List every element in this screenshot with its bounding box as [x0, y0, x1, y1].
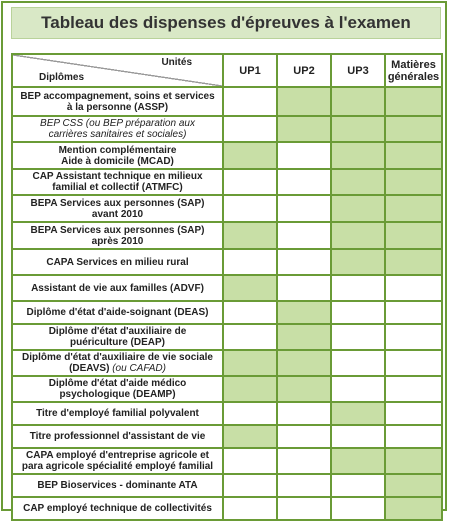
exemption-cell-empty — [385, 350, 442, 376]
exemption-cell-empty — [277, 222, 331, 249]
exemption-cell-filled — [385, 222, 442, 249]
exemption-cell-filled — [223, 142, 277, 169]
exemption-cell-empty — [385, 275, 442, 301]
exemption-cell-filled — [277, 301, 331, 324]
diploma-label-line2: Aide à domicile (MCAD) — [61, 155, 174, 167]
exemption-cell-filled — [385, 142, 442, 169]
exemption-cell-empty — [385, 425, 442, 448]
diploma-label-line1: Mention complémentaire — [58, 144, 177, 156]
exemption-cell-empty — [331, 301, 385, 324]
table-body — [12, 87, 442, 520]
diploma-label — [12, 142, 223, 169]
table-row — [12, 195, 442, 222]
diploma-label-line1: CAP employé technique de collectivités — [23, 503, 212, 514]
table-row — [12, 425, 442, 448]
diploma-label-line2: à la personne (ASSP) — [66, 101, 169, 113]
diploma-label — [12, 402, 223, 425]
column-header-up2: UP2 — [277, 54, 331, 87]
exemption-cell-empty — [385, 301, 442, 324]
exemption-cell-filled — [331, 87, 385, 116]
diploma-label — [12, 474, 223, 497]
diploma-label-line1: Titre d'employé familial polyvalent — [36, 408, 199, 419]
exemption-cell-filled — [385, 116, 442, 142]
column-header-up3: UP3 — [331, 54, 385, 87]
diploma-label — [12, 301, 223, 324]
exemption-cell-filled — [331, 448, 385, 474]
column-header-up1: UP1 — [223, 54, 277, 87]
exemption-cell-filled — [385, 195, 442, 222]
exemption-cell-filled — [331, 402, 385, 425]
exemption-cell-filled — [277, 350, 331, 376]
exemption-cell-empty — [277, 249, 331, 275]
table-row — [12, 474, 442, 497]
exemption-cell-empty — [385, 324, 442, 350]
diploma-label-line1: Assistant de vie aux familles (ADVF) — [31, 282, 204, 294]
exemption-cell-empty — [277, 474, 331, 497]
exemption-cell-empty — [277, 169, 331, 195]
table-row — [12, 142, 442, 169]
exemptions-table — [11, 53, 443, 521]
exemption-cell-filled — [223, 425, 277, 448]
table-frame — [1, 1, 447, 514]
exemption-cell-empty — [223, 474, 277, 497]
exemption-cell-empty — [223, 448, 277, 474]
diploma-label — [12, 448, 223, 474]
exemption-cell-empty — [223, 87, 277, 116]
table-row — [12, 324, 442, 350]
header-row — [12, 54, 442, 87]
table-row — [12, 301, 442, 324]
exemption-cell-filled — [331, 169, 385, 195]
diploma-label — [12, 87, 223, 116]
exemption-cell-empty — [223, 116, 277, 142]
diploma-label-line1: BEP accompagnement, soins et services — [20, 90, 215, 102]
column-header-general — [385, 54, 442, 87]
exemption-cell-empty — [277, 448, 331, 474]
table-row — [12, 402, 442, 425]
exemption-cell-filled — [223, 275, 277, 301]
exemption-cell-filled — [277, 87, 331, 116]
exemption-cell-empty — [223, 249, 277, 275]
table-row — [12, 87, 442, 116]
exemption-cell-empty — [331, 474, 385, 497]
exemption-cell-empty — [385, 402, 442, 425]
exemption-cell-filled — [331, 116, 385, 142]
diploma-label-line2: après 2010 — [91, 235, 144, 247]
exemption-cell-empty — [277, 142, 331, 169]
diploma-label-line1: BEPA Services aux personnes (SAP) — [30, 197, 205, 209]
diploma-label-note: (ou CAFAD) — [112, 363, 166, 374]
diploma-label-line1: BEP CSS (ou BEP préparation aux — [40, 118, 195, 129]
diploma-label-line2: carrières sanitaires et sociales) — [48, 129, 187, 140]
exemption-cell-empty — [223, 195, 277, 222]
exemption-cell-empty — [331, 497, 385, 520]
diploma-label — [12, 195, 223, 222]
exemption-cell-filled — [277, 116, 331, 142]
exemption-cell-filled — [385, 169, 442, 195]
diploma-label-line2: psychologique (DEAMP) — [59, 389, 176, 400]
exemption-cell-empty — [223, 497, 277, 520]
exemption-cell-filled — [223, 376, 277, 402]
diploma-label-line1: BEPA Services aux personnes (SAP) — [30, 224, 205, 236]
exemption-cell-empty — [223, 301, 277, 324]
exemption-cell-empty — [277, 275, 331, 301]
diploma-label-line1: CAP Assistant technique en milieux — [32, 171, 203, 182]
table-row — [12, 448, 442, 474]
exemption-cell-filled — [385, 474, 442, 497]
units-label: Unités — [161, 57, 192, 68]
diploma-label — [12, 116, 223, 142]
exemption-cell-empty — [331, 425, 385, 448]
table-row — [12, 222, 442, 249]
exemption-cell-empty — [277, 497, 331, 520]
exemption-cell-filled — [331, 142, 385, 169]
diploma-label-line2: avant 2010 — [91, 208, 144, 220]
diploma-label-line1: Diplôme d'état d'aide-soignant (DEAS) — [26, 307, 209, 318]
exemption-cell-filled — [331, 222, 385, 249]
exemption-cell-empty — [223, 324, 277, 350]
diploma-label-line1: Diplôme d'état d'auxiliaire de — [48, 326, 187, 337]
diploma-label-line2: para agricole spécialité employé familial — [21, 461, 214, 472]
diploma-label — [12, 222, 223, 249]
header-corner-cell — [12, 54, 223, 87]
diploma-label-line1: Diplôme d'état d'auxiliaire de vie sociale — [22, 352, 213, 363]
diploma-label-line2: (DEAVS) — [69, 363, 110, 374]
table-row — [12, 169, 442, 195]
table-row — [12, 350, 442, 376]
exemption-cell-filled — [385, 497, 442, 520]
exemption-cell-filled — [331, 195, 385, 222]
exemption-cell-empty — [385, 376, 442, 402]
table-row — [12, 249, 442, 275]
diploma-label-line1: Diplôme d'état d'aide médico — [48, 378, 187, 389]
exemption-cell-filled — [385, 249, 442, 275]
exemption-cell-empty — [331, 350, 385, 376]
exemption-cell-filled — [385, 87, 442, 116]
diploma-label — [12, 350, 223, 376]
exemption-cell-empty — [223, 402, 277, 425]
exemption-cell-empty — [331, 376, 385, 402]
exemption-cell-empty — [223, 169, 277, 195]
diploma-label-line2: familial et collectif (ATMFC) — [52, 182, 183, 193]
diploma-label — [12, 169, 223, 195]
table-row — [12, 376, 442, 402]
diploma-label-line1: CAPA Services en milieu rural — [46, 256, 189, 268]
diploma-label — [12, 497, 223, 520]
page-title: Tableau des dispenses d'épreuves à l'examen — [41, 13, 411, 32]
exemption-cell-empty — [277, 402, 331, 425]
table-row — [12, 116, 442, 142]
exemption-cell-filled — [385, 448, 442, 474]
exemption-cell-filled — [277, 376, 331, 402]
exemption-cell-filled — [223, 222, 277, 249]
diploma-label — [12, 376, 223, 402]
diploma-label-line1: CAPA employé d'entreprise agricole et — [26, 450, 209, 461]
exemption-cell-empty — [331, 324, 385, 350]
diploma-label-line2: puériculture (DEAP) — [69, 337, 165, 348]
exemption-cell-empty — [277, 425, 331, 448]
table-row — [12, 497, 442, 520]
title-bar — [11, 7, 441, 39]
exemption-cell-filled — [223, 350, 277, 376]
diploma-label — [12, 425, 223, 448]
diploma-label-line1: Titre professionnel d'assistant de vie — [29, 431, 206, 442]
exemption-cell-filled — [331, 249, 385, 275]
diploma-label — [12, 275, 223, 301]
diploma-label — [12, 324, 223, 350]
diploma-label — [12, 249, 223, 275]
exemption-cell-empty — [331, 275, 385, 301]
diploma-label-line1: BEP Bioservices - dominante ATA — [37, 480, 198, 491]
diplomas-label: Diplômes — [39, 72, 85, 83]
exemption-cell-empty — [277, 195, 331, 222]
exemption-cell-filled — [277, 324, 331, 350]
column-header-general-text: Matières générales — [387, 58, 440, 83]
table-row — [12, 275, 442, 301]
